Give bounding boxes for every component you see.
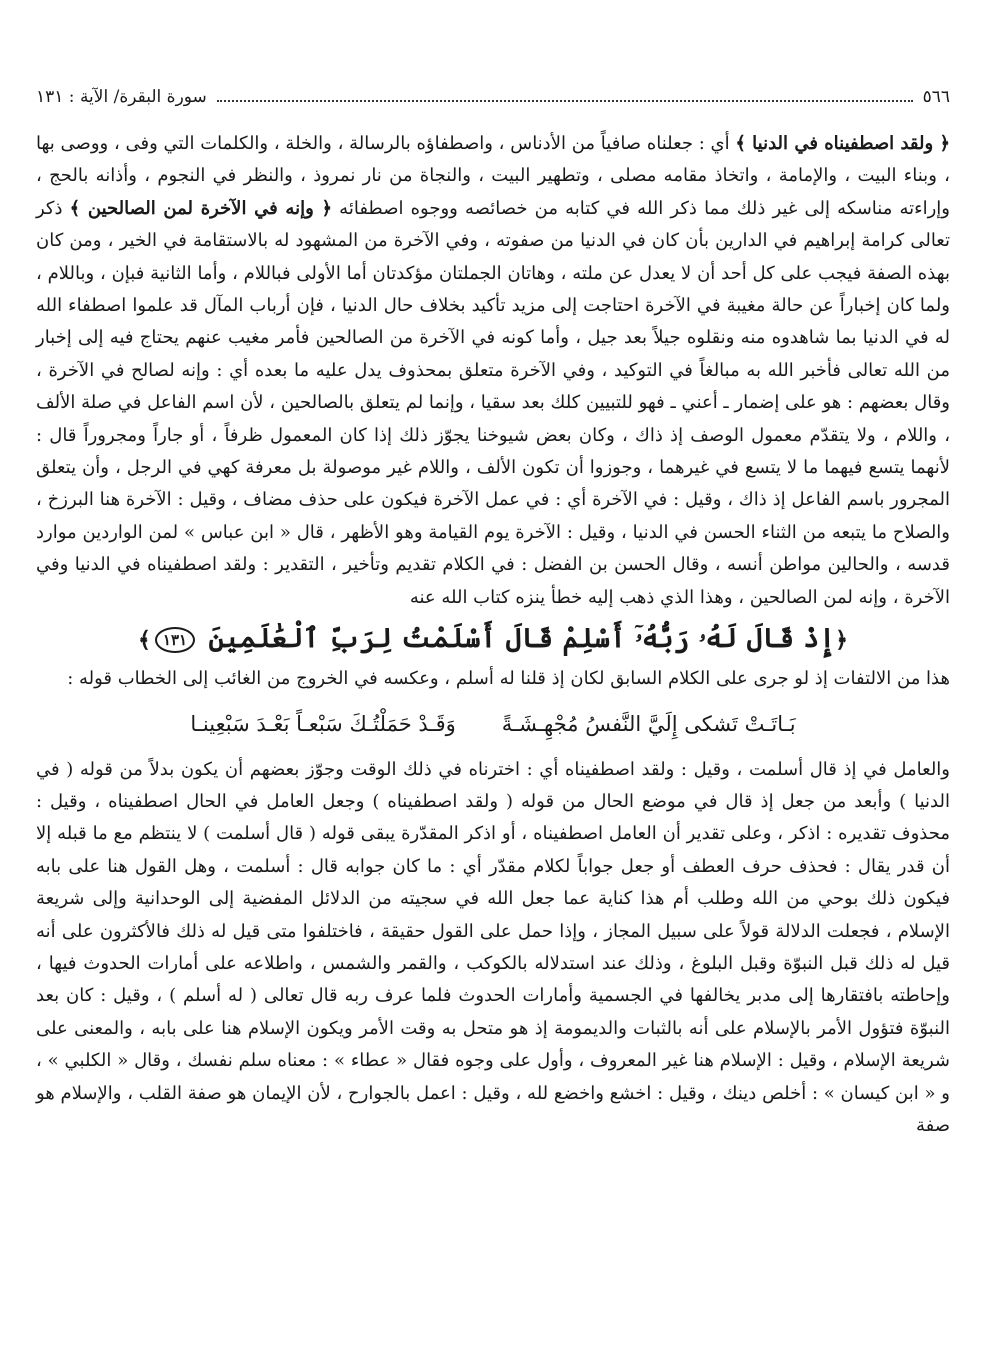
verse-quote-1: ﴿ ولقد اصطفيناه في الدنيا ﴾ [735,133,951,154]
commentary-text-1b: ذكر تعالى كرامة إبراهيم في الدارين بأن كان في الدنيا من صفوته ، وفي الآخرة من المشهود له بالاستقامة في الخير ، ومن كان بهذه الصفة فيجب على كل أحد أن لا يعدل عن ملته ، وهاتان الجملتان مؤكدتان أما الأولى فباللام ، وأما الثانية فبإن ، وباللام ، ولما كان إخباراً عن حالة مغيبة في الآخرة احتاجت إلى مزيد تأكيد بخلاف حال الدنيا ، فإن أرباب المآل قد علموا اصطفاء الله له في الدنيا بما شاهدوه منه ونقلوه جيلاً بعد جيل ، وأما كونه في الآخرة من الصالحين فأمر مغيب عنهم يحتاج فيه إلى إخبار من الله تعالى فأخبر الله به مبالغاً في التوكيد ، وفي الآخرة متعلق بمحذوف يدل عليه ما بعده أي : وإنه لصالح في الآخرة ، وقال بعضهم : هو على إضمار ـ أعني ـ فهو للتبيين كلك بعد سقيا ، وإنما لم يتعلق بالصالحين ، لأن اسم الفاعل في صلة الألف ، واللام ، ولا يتقدّم معمول الوصف إذ ذاك ، وكان بعض شيوخنا يجوّز ذلك إذا كان المعمول ظرفاً ، أو جاراً ومجروراً قال : لأنهما يتسع فيهما ما لا يتسع في غيرهما ، وجوزوا أن تكون الألف ، واللام غير موصولة بل معرفة كهي في الرجل ، وأن يتعلق المجرور باسم الفاعل إذ ذاك ، وقيل : في الآخرة أي : في عمل الآخرة فيكون على حذف مضاف ، وقيل : الآخرة هنا البرزخ ، والصلاح ما يتبعه من الثناء الحسن في الدنيا ، وقيل : الآخرة يوم القيامة وهو الأظهر ، قال « ابن عباس » لمن الواردين موارد قدسه ، والحالين مواطن أنسه ، وقال الحسن بن الفضل : في الكلام تقديم وتأخير ، التقدير : ولقد اصطفيناه في الدنيا وفي الآخرة ، وإنه لمن الصالحين ، وهذا الذي ذهب إليه خطأ ينزه كتاب الله عنه [36,197,950,608]
commentary-text-1a: أي : جعلناه صافياً من الأدناس ، واصطفاؤه بالرسالة ، والخلة ، والكلمات التي وفى ، ووصى بها ، وبناء البيت ، والإمامة ، واتخاذ مقامه مصلى ، وتطهير البيت ، والنجاة من نار نمروذ ، والنظر في النجوم ، وأذانه بالحج ، وإراءته مناسكه إلى غير ذلك مما ذكر الله في كتابه من خصائصه ووجوه اصطفائه [36,133,950,219]
poem-hemistich-second: وَقَـدْ حَمَلْتُـكَ سَبْعـاً بَعْـدَ سَبْعِينـا [190,711,456,736]
page-body [36,128,950,1142]
ayah-number-badge: ١٣١ [155,627,195,653]
poem-verse [36,702,950,746]
commentary-paragraph-3: والعامل في إذ قال أسلمت ، وقيل : ولقد اصطفيناه أي : اخترناه في ذلك الوقت وجوّز بعضهم أن يكون بدلاً من قوله ( في الدنيا ) وأبعد من جعل إذ قال في موضع الحال من قوله ( ولقد اصطفيناه ) وجعل العامل في الحال اصطفيناه ، وقيل : محذوف تقديره : اذكر ، وعلى تقدير أن العامل اصطفيناه ، أو اذكر المقدّرة يبقى قوله ( قال أسلمت ) لا ينتظم مع ما قبله إلا أن قدر يقال : فحذف حرف العطف أو جعل جواباً لكلام مقدّر أي : ما كان جوابه قال : أسلمت ، وهل القول هنا على بابه فيكون ذلك بوحي من الله وطلب أم هذا كناية عما جعل الله في سجيته من الدلائل المفضية إلى الوحدانية وإلى شريعة الإسلام ، فجعلت الدلالة قولاً على سبيل المجاز ، وإذا حمل على القول حقيقة ، فاختلفوا متى قيل له ذلك فالأكثرون على أنه قيل له ذلك قبل النبوّة وقبل البلوغ ، وذلك عند استدلاله بالكوكب ، والقمر والشمس ، واطلاعه على أمارات الحدوث فيها ، وإحاطته بافتقارها إلى مدبر يخالفها في الجسمية وأمارات الحدوث فلما عرف ربه قال تعالى ( له أسلم ) ، وقيل : كان بعد النبوّة فتؤول الأمر بالإسلام على أنه بالثبات والديمومة إذ هو متحل به وقت الأمر ويكون الإسلام هنا على بابه ، والمعنى على شريعة الإسلام ، وقيل : الإسلام هنا غير المعروف ، وأول على وجوه فقال « عطاء » : معناه سلم نفسك ، وقال « الكلبي » ، و « ابن كيسان » : أخلص دينك ، وقيل : اخشع واخضع لله ، وقيل : اعمل بالجوارح ، لأن الإيمان هو صفة القلب ، والإسلام هو صفة [36,758,950,1136]
commentary-paragraph-2: هذا من الالتفات إذ لو جرى على الكلام السابق لكان إذ قلنا له أسلم ، وعكسه في الخروج من الغائب إلى الخطاب قوله : [67,668,950,690]
poem-hemistich-first: بَـاتَـتْ تَشكى إِلَيَّ النَّفسُ مُجْهِـشَـةً [501,711,796,736]
ayah-open-bracket: ﴿ [835,627,848,654]
header-dotted-leader [217,100,913,102]
running-header [36,84,950,110]
surah-reference: سورة البقرة/ الآية : ١٣١ [36,87,207,107]
commentary-paragraph-1 [36,128,950,614]
ayah-verse [36,617,950,662]
ayah-text: إِذْ قَالَ لَهُۥ رَبُّهُۥٓ أَسْلِمْ قَالَ أَسْلَمْتُ لِرَبِّ ٱلْعَٰلَمِينَ [208,623,836,655]
ayah-close-bracket: ﴾ [138,627,151,654]
verse-quote-2: ﴿ وإنه في الآخرة لمن الصالحين ﴾ [69,197,333,219]
page-number: ٥٦٦ [922,87,950,107]
